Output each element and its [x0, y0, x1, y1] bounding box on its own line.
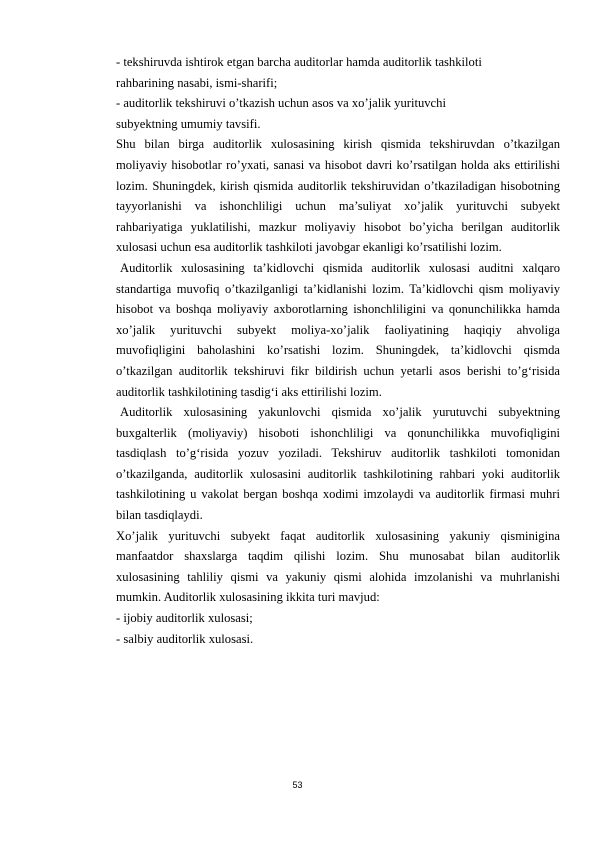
list-item: - ijobiy auditorlik xulosasi; [116, 611, 253, 626]
list-item-continuation: rahbarining nasabi, ismi-sharifi; [116, 75, 278, 90]
list-item: - salbiy auditorlik xulosasi. [116, 631, 254, 646]
paragraph-concluding-part: Auditorlik xulosasining yakunlovchi qismida xo’jalik yurutuvchi subyektning buxgalterlik (moliyaviy) hisoboti ishonchliligi va qonunchilikka muvofiqligini tasdiqlash to’g‘risida yozuv yoziladi. Tekshiruv auditorlik tashkiloti tomonidan o’tkazilganda, auditorlik xulosasini auditorlik tashkilotining rahbari yoki auditorlik tashkilotining u vakolat bergan boshqa xodimi imzolaydi va auditorlik firmasi muhri bilan tasdiqlaydi. [116, 405, 560, 523]
paragraph-introduction-part: Shu bilan birga auditorlik xulosasining kirish qismida tekshiruvdan o’tkazilgan moliyaviy hisobotlar ro’yxati, sanasi va hisobot davri ko’rsatilgan holda aks ettirilishi lozim. Shuningdek, kirish qismida auditorlik tekshiruvidan o’tkaziladigan hisobotning tayyorlanishi va ishonchliligi uchun ma’suliyat xo’jalik yurituvchi subyekt rahbariyatiga yuklatilishi, mazkur moliyaviy hisobot bo’yicha berilgan auditorlik xulosasi uchun esa auditorlik tashkiloti javobgar ekanligi ko’rsatilishi lozim. [116, 137, 560, 255]
list-item-continuation: subyektning umumiy tavsifi. [116, 116, 261, 131]
list-item: - auditorlik tekshiruvi o’tkazish uchun asos va xo’jalik yurituvchi [116, 96, 446, 111]
paragraph-conclusion-types: Xo’jalik yurituvchi subyekt faqat auditorlik xulosasining yakuniy qisminigina manfaatdor shaxslarga taqdim qilishi lozim. Shu munosabat bilan auditorlik xulosasining tahliliy qismi va yakuniy qismi alohida imzolanishi va muhrlanishi mumkin. Auditorlik xulosasining ikkita turi mavjud: [116, 528, 560, 605]
paragraph-emphasis-part: Auditorlik xulosasining ta’kidlovchi qismida auditorlik xulosasi auditni xalqaro standartiga muvofiq o’tkazilganligi ta’kidlanishi lozim. Ta’kidlovchi qism moliyaviy hisobot va boshqa moliyaviy axborotlarning ishonchliligini va qonunchilikka hamda xo’jalik yurituvchi subyekt moliya-xo’jalik faoliyatining haqiqiy ahvoliga muvofiqligini baholashini ko’rsatishi lozim. Shuningdek, ta’kidlovchi qismda o’tkazilgan auditorlik tekshiruvi fikr bildirish uchun yetarli asos berishi to’g‘risida auditorlik tashkilotining tasdig‘i aks ettirilishi lozim. [116, 260, 560, 399]
page-number: 53 [292, 780, 303, 790]
list-item: - tekshiruvda ishtirok etgan barcha auditorlar hamda auditorlik tashkiloti [116, 55, 482, 69]
document-page [116, 52, 560, 649]
